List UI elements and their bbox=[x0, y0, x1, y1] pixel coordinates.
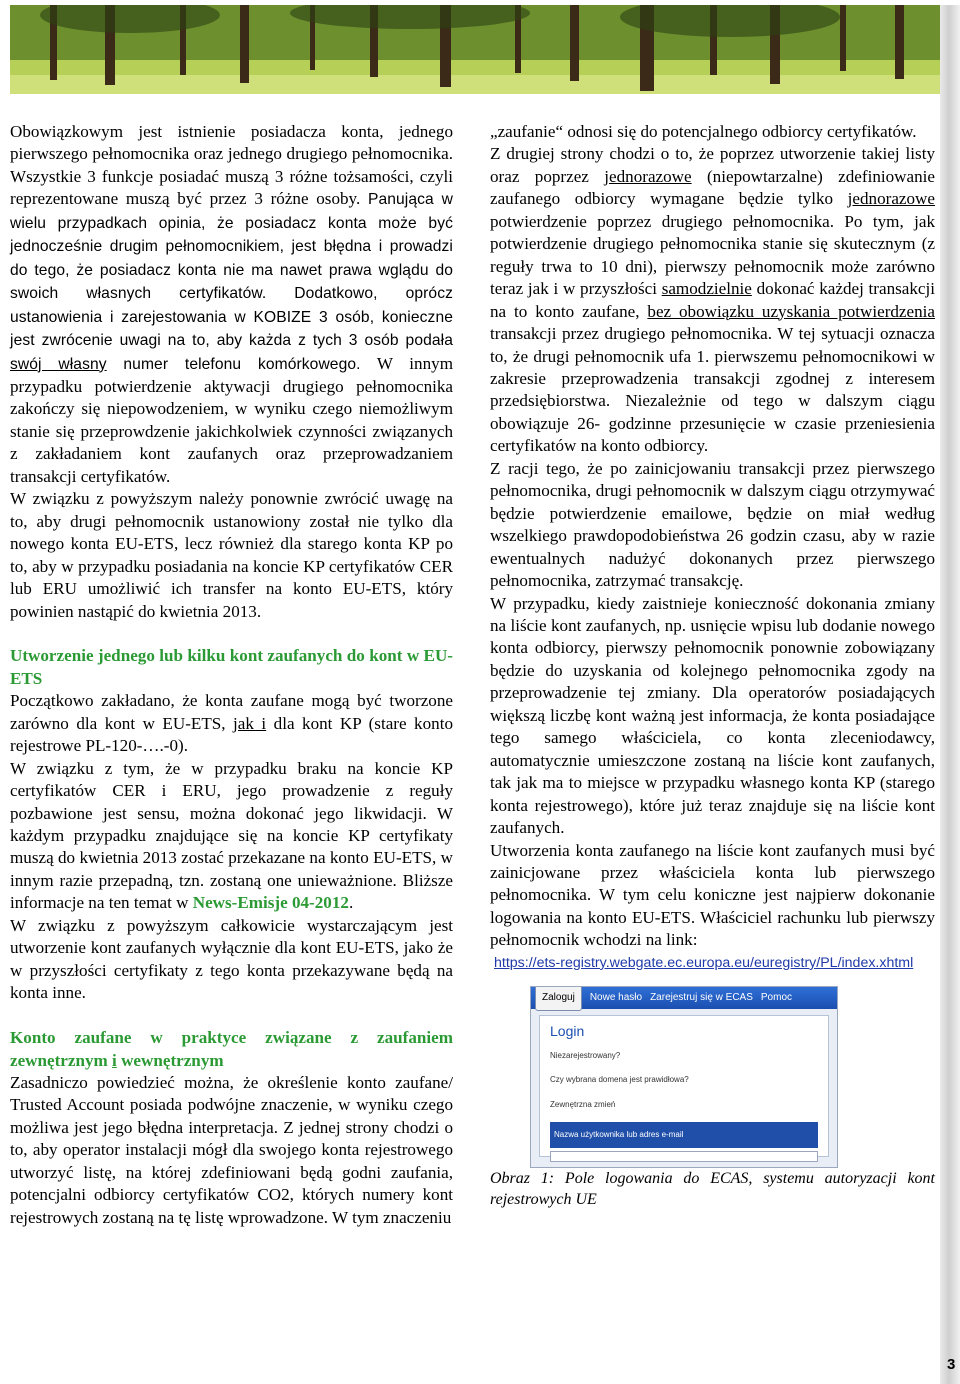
spacer bbox=[10, 623, 453, 645]
text: . bbox=[348, 893, 354, 913]
section-heading: Utworzenie jednego lub kilku kont zaufanych do kont w EU-ETS bbox=[10, 646, 453, 688]
paragraph: W związku z powyższym całkowicie wystarczającym jest utworzenie kont zaufanych wyłącznie dla kont EU-ETS, jako że w przyszłości certyfikaty z tego konta przekazywane będą na konta inne. bbox=[10, 915, 453, 1003]
text: Obowiązkowym jest istnienie posiadacza konta, jednego pierwszego pełnomocnika oraz jednego drugiego pełnomocnika. Wszystkie 3 funkcje posiadać muszą 3 różne tożsamości, czyli reprezentowane muszą być przez 3 różne osoby. bbox=[10, 122, 453, 209]
paragraph bbox=[490, 143, 935, 457]
heading-underlined-text: i bbox=[112, 1050, 117, 1070]
registry-link[interactable]: https://ets-registry.webgate.ec.europa.eu/euregistry/PL/index.xhtml bbox=[494, 954, 914, 971]
section-heading bbox=[10, 1027, 453, 1072]
forest-illustration bbox=[10, 5, 942, 94]
screenshot-tab: Zarejestruj się w ECAS bbox=[650, 992, 753, 1003]
screenshot-tab: Pomoc bbox=[760, 992, 793, 1003]
text: transakcji przez drugiego pełnomocnika. W tej sytuacji oznacza to, że drugi pełnomocnik ufa 1. pierwszemu pełnomocnikowi w zakresie przeprowadzenia transakcji zgodnej z interesem przedsiębiorstwa. Niezależnie od tego w dalszym ciągu obowiązuje 26- godzinne przesunięcie w czasie przeniesienia certyfikatów na konto odbiorcy. bbox=[490, 324, 935, 456]
text: W innym przypadku potwierdzenie aktywacji drugiego pełnomocnika zakończy się niepowodzeniem, w wyniku czego niemożliwym stanie się przeprowdzenie jakichkolwiek czynności związanych z zakładaniem kont zaufanych oraz przeprowadzaniem transakcji certyfikatów. bbox=[10, 353, 453, 486]
underlined-text: samodzielnie bbox=[661, 279, 752, 299]
screenshot-text: Czy wybrana domena jest prawidłowa? bbox=[550, 1075, 689, 1085]
screenshot-title: Login bbox=[550, 1023, 585, 1040]
paragraph: Zasadniczo powiedzieć można, że określenie konto zaufane/ Trusted Account posiada podwójne znaczenie, w wyniku czego możliwa jest jego błędna interpretacja. Z jednej strony chodzi o to, aby operator instalacji mógł dla swojego konta rejestrowego utworzyć listę, na której zdefiniowani będą godni zaufania, potencjalni odbiorcy certyfikatów CO2, których numery kont rejestrowych zostaną na tę listę wprowadzone. W tym znaczeniu bbox=[10, 1073, 453, 1227]
heading-text: wewnętrznym bbox=[116, 1050, 224, 1070]
underlined-text: jednorazowe bbox=[847, 189, 935, 209]
screenshot-field bbox=[550, 1151, 818, 1162]
screenshot-text: Niezarejestrowany? bbox=[550, 1050, 621, 1060]
left-column bbox=[10, 121, 453, 1229]
underlined-text: bez obowiązku uzyskania potwierdzenia bbox=[647, 301, 935, 321]
page-number: 3 bbox=[947, 1356, 956, 1373]
screenshot-toolbar bbox=[531, 987, 837, 1009]
right-column bbox=[490, 121, 935, 1210]
text: numer telefonu komórkowego. bbox=[106, 355, 361, 373]
screenshot-field-label: Nazwa użytkownika lub adres e-mail bbox=[550, 1122, 818, 1148]
paragraph bbox=[10, 690, 453, 757]
text: Panująca w wielu przypadkach opinia, że posiadacz konta może być jednocześnie drugim pełnomocnikiem, jest błędna i prowadzi do tego, że posiadacz konta nie ma nawet prawa wglądu do swoich własnych certyfikatów. Dodatkowo, oprócz ustanowienia i zarejestowania w KOBIZE 3 osób, konieczne jest zwrócenie uwagi na to, aby każda z tych 3 osób podała bbox=[10, 191, 453, 350]
paragraph: „zaufanie“ odnosi się do potencjalnego odbiorcy certyfikatów. bbox=[490, 122, 917, 141]
screenshot-tab: Nowe hasło bbox=[589, 992, 643, 1003]
text: dla kont KP (stare konto rejestrowe PL-120-….-0). bbox=[10, 713, 453, 756]
paragraph: Utworzenia konta zaufanego na liście kont zaufanych musi być zainicjowane przez właściciela konta lub pierwszego pełnomocnika. W tym celu koniczne jest najpierw dokonanie logowania na konto EU-ETS. Właściciel rachunku lub pierwszy pełnomocnik wchodzi na link: bbox=[490, 840, 935, 950]
underlined-text: swój własny bbox=[10, 355, 107, 373]
forest-banner-image bbox=[10, 5, 942, 94]
underlined-text: jednorazowe bbox=[604, 166, 692, 186]
paragraph: Z racji tego, że po zainicjowaniu transakcji przez pierwszego pełnomocnika, drugi pełnomocnik w dalszym ciągu otrzymywać będzie potwierdzenie emailowe, będzie on miał według wszelkiego prawdopodobieństwa 26 godzin czasu, aby w razie ewentualnych nadużyć dokonanych przez pierwszego pełnomocnika, zatrzymać transakcję. bbox=[490, 458, 935, 591]
text: dokonać każdej transakcji na to konto zaufane, bbox=[490, 279, 935, 321]
heading-text: Konto zaufane w praktyce związane z zaufaniem zewnętrznym bbox=[10, 1028, 453, 1070]
text: (niepowtarzalne) zdefiniowanie zaufanego odbiorcy wymagane będzie tylko bbox=[490, 166, 935, 209]
news-reference: News-Emisje 04-2012 bbox=[192, 893, 349, 913]
screenshot-login-button: Zaloguj bbox=[535, 986, 582, 1011]
page-edge-shadow bbox=[940, 5, 960, 1384]
ecas-login-screenshot bbox=[530, 986, 838, 1168]
text: Z drugiej strony chodzi o to, że poprzez utworzenie takiej listy oraz poprzez bbox=[490, 144, 935, 186]
text: W związku z tym, że w przypadku braku na koncie KP certyfikatów CER i ERU, jego prowadzenie z reguły pozbawione jest sensu, można dokonać jego likwidacji. W każdym przypadku znajdujące się na koncie KP certyfikaty muszą do kwietnia 2013 zostać przekazane na konto EU-ETS, w innym razie przepadną, tzn. zostaną one unieważnione. Bliższe informacje na ten temat w bbox=[10, 758, 453, 913]
text: Początkowo zakładano, że konta zaufane mogą być tworzone zarówno dla kont w EU-ETS, bbox=[10, 691, 453, 733]
paragraph bbox=[10, 121, 453, 488]
underlined-text: jak i bbox=[233, 713, 267, 733]
spacer bbox=[10, 1005, 453, 1027]
text: potwierdzenie poprzez drugiego pełnomocnika. Po tym, jak potwierdzenie drugiego pełnomocnika stanie się skutecznym (z reguły trwa to 10 dni), pierwszy pełnomocnik może zarówno teraz jak i w przyszłości bbox=[490, 211, 935, 299]
paragraph: W przypadku, kiedy zaistnieje konieczność dokonania zmiany na liście kont zaufanych, np. usnięcie wpisu lub dodanie nowego konta odbiorcy, pierwszy pełnomocnik ponownie zobowiązany będzie do uzyskania od kolejnego pełnomocnika zgody na przeprowadzenie tej zmiany. Dla operatorów posiadających większą liczbę kont ważną jest informacja, że konta posiadające tego samego właściciela, co konta zleceniodawcy, automatycznie umieszczone zostaną na liście kont zaufanych, tak jak ma to miejsce w przypadku własnego konta KP (starego konta rejestrowego), które już teraz znajduje się na liście kont zaufanych. bbox=[490, 593, 935, 838]
figure-caption: Obraz 1: Pole logowania do ECAS, systemu autoryzacji kont rejestrowych UE bbox=[490, 1170, 935, 1209]
screenshot-text: Zewnętrzna zmień bbox=[550, 1099, 616, 1109]
screenshot-form bbox=[539, 1015, 829, 1157]
paragraph: W związku z powyższym należy ponownie zwrócić uwagę na to, aby drugi pełnomocnik ustanowiony został nie tylko dla nowego konta EU-ETS, lecz również dla starego konta KP po to, aby w przypadku posiadania na koncie KP certyfikatów CER lub ERU umożliwić ich transfer na konto EU-ETS, który powinien nastąpić do kwietnia 2013. bbox=[10, 489, 453, 621]
paragraph bbox=[10, 758, 453, 915]
